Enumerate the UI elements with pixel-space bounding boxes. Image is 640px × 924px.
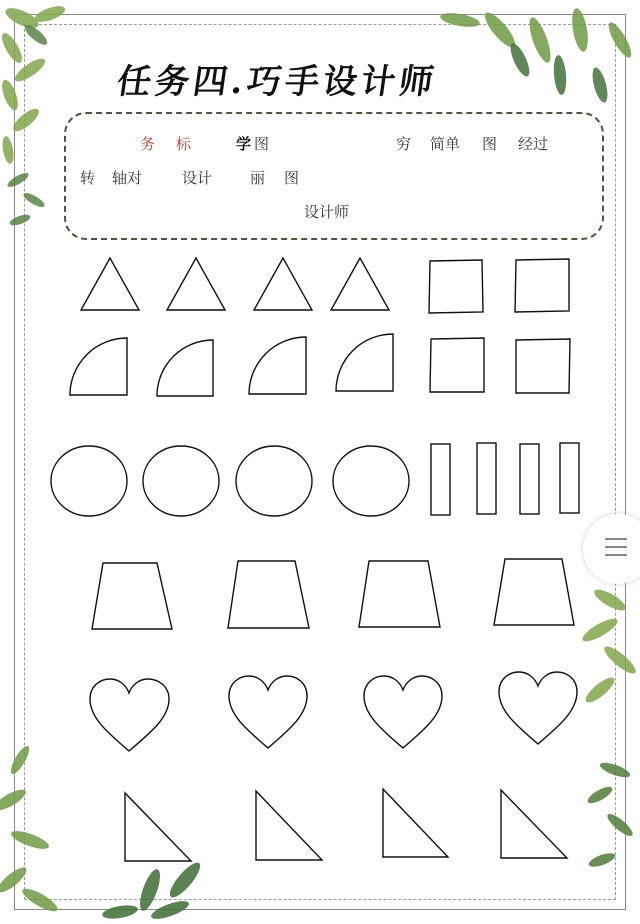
right-triangle-shape[interactable] (256, 791, 322, 860)
page-title: 任务四.巧手设计师 (114, 62, 440, 102)
task-word-shejishi: 设计师 (304, 203, 350, 221)
task-word-xue: 学 (236, 135, 252, 153)
right-triangle-shape[interactable] (125, 793, 191, 861)
triangle-shape[interactable] (81, 258, 139, 310)
task-word-li: 丽 (250, 169, 266, 187)
rectangle-shape[interactable] (477, 443, 496, 514)
trapezoid-shape[interactable] (494, 559, 574, 625)
rectangle-shape[interactable] (431, 444, 450, 515)
task-word-tu2: 图 (482, 135, 498, 153)
heart-shape[interactable] (229, 676, 307, 748)
task-word-zhuan: 转 (80, 169, 96, 187)
heart-shape[interactable] (499, 672, 577, 744)
task-word-tu3: 图 (284, 169, 300, 187)
task-word-jingguo: 经过 (518, 135, 549, 153)
trapezoid-shape[interactable] (359, 561, 440, 627)
square-shape[interactable] (429, 260, 483, 313)
circle-shape[interactable] (236, 446, 312, 516)
rectangle-shape[interactable] (520, 444, 539, 514)
right-triangle-shape[interactable] (383, 789, 448, 857)
triangle-shape[interactable] (331, 258, 389, 310)
task-word-qiong: 穷 (396, 135, 412, 153)
task-word-tu: 图 (254, 135, 270, 153)
quarter-circle-shape[interactable] (157, 340, 213, 396)
circle-shape[interactable] (143, 446, 219, 516)
triangle-shape[interactable] (167, 258, 225, 310)
task-word-wu: 务 (140, 135, 156, 153)
task-word-sheji: 设计 (182, 169, 213, 187)
task-word-zhoudui: 轴对 (112, 169, 143, 187)
quarter-circle-shape[interactable] (336, 334, 393, 391)
task-word-biao: 标 (176, 135, 192, 153)
trapezoid-shape[interactable] (92, 563, 172, 629)
circle-shape[interactable] (333, 446, 409, 516)
heart-shape[interactable] (90, 679, 169, 751)
square-shape[interactable] (515, 259, 569, 312)
circle-shape[interactable] (51, 446, 127, 516)
square-shape[interactable] (516, 339, 570, 393)
quarter-circle-shape[interactable] (249, 337, 306, 394)
heart-shape[interactable] (364, 676, 442, 748)
quarter-circle-shape[interactable] (70, 338, 127, 395)
square-shape[interactable] (430, 338, 484, 392)
trapezoid-shape[interactable] (228, 561, 309, 628)
right-triangle-shape[interactable] (501, 790, 567, 858)
task-word-jiandan: 简单 (430, 135, 461, 153)
rectangle-shape[interactable] (560, 443, 579, 513)
triangle-shape[interactable] (254, 258, 312, 310)
